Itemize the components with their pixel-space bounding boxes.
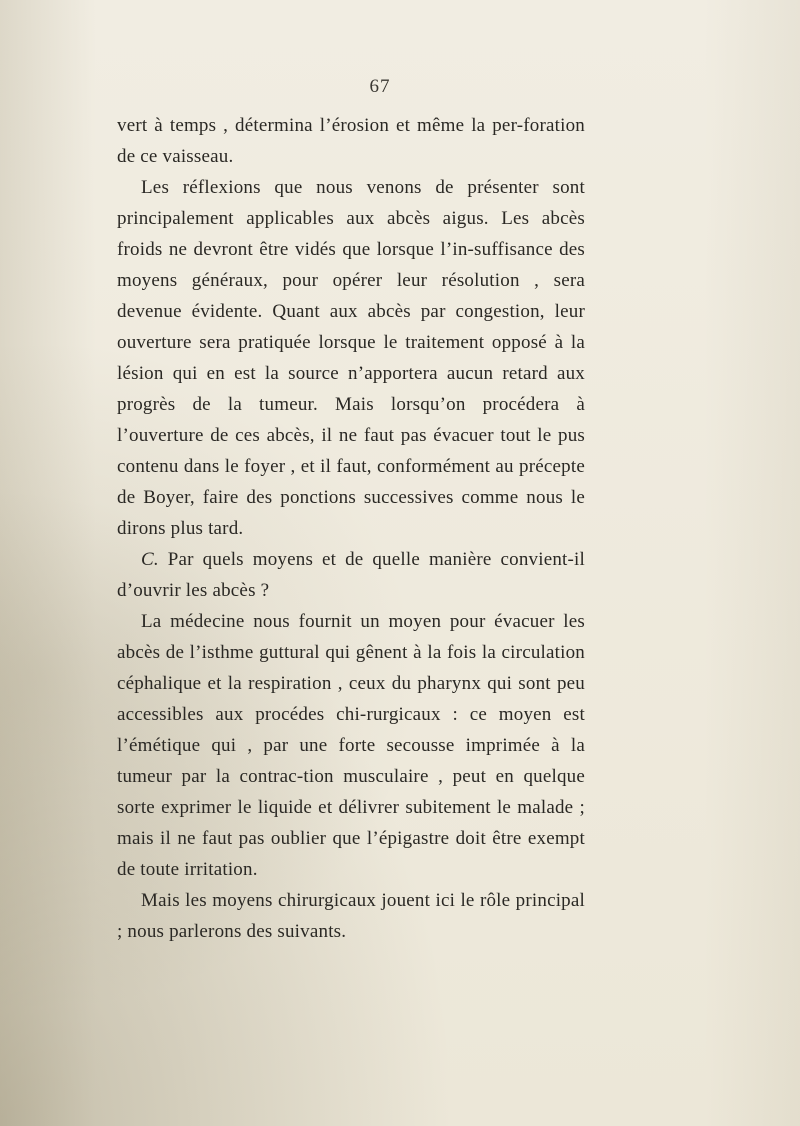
paragraph-question xyxy=(117,544,585,606)
page-number: 67 xyxy=(369,76,391,97)
section-label: C. xyxy=(141,549,159,570)
question-text: Par quels moyens et de quelle manière convient-il d’ouvrir les abcès ? xyxy=(117,549,585,601)
body-text xyxy=(117,110,585,947)
paragraph-chirurgicaux: Mais les moyens chirurgicaux jouent ici le rôle principal ; nous parlerons des suivants. xyxy=(117,890,585,942)
paragraph-reflexions: Les réflexions que nous venons de présenter sont principalement applicables aux abcès aigus. Les abcès froids ne devront être vidés que lorsque l’in-suffisance des moyens généraux, pour opérer leur résolution , sera devenue évidente. Quant aux abcès par congestion, leur ouverture sera pratiquée lorsque le traitement opposé à la lésion qui en est la source n’apportera aucun retard aux progrès de la tumeur. Mais lorsqu’on procédera à l’ouverture de ces abcès, il ne faut pas évacuer tout le pus contenu dans le foyer , et il faut, conformément au précepte de Boyer, faire des ponctions successives comme nous le dirons plus tard. xyxy=(117,177,585,539)
paragraph-medecine: La médecine nous fournit un moyen pour évacuer les abcès de l’isthme guttural qui gênent à la fois la circulation céphalique et la respiration , ceux du pharynx qui sont peu accessibles aux procédes chi-rurgicaux : ce moyen est l’émétique qui , par une forte secousse imprimée à la tumeur par la contrac-tion musculaire , peut en quelque sorte exprimer le liquide et délivrer subitement le malade ; mais il ne faut pas oublier que l’épigastre doit être exempt de toute irritation. xyxy=(117,611,585,880)
paragraph-continuation: vert à temps , détermina l’érosion et même la per-foration de ce vaisseau. xyxy=(117,115,585,167)
